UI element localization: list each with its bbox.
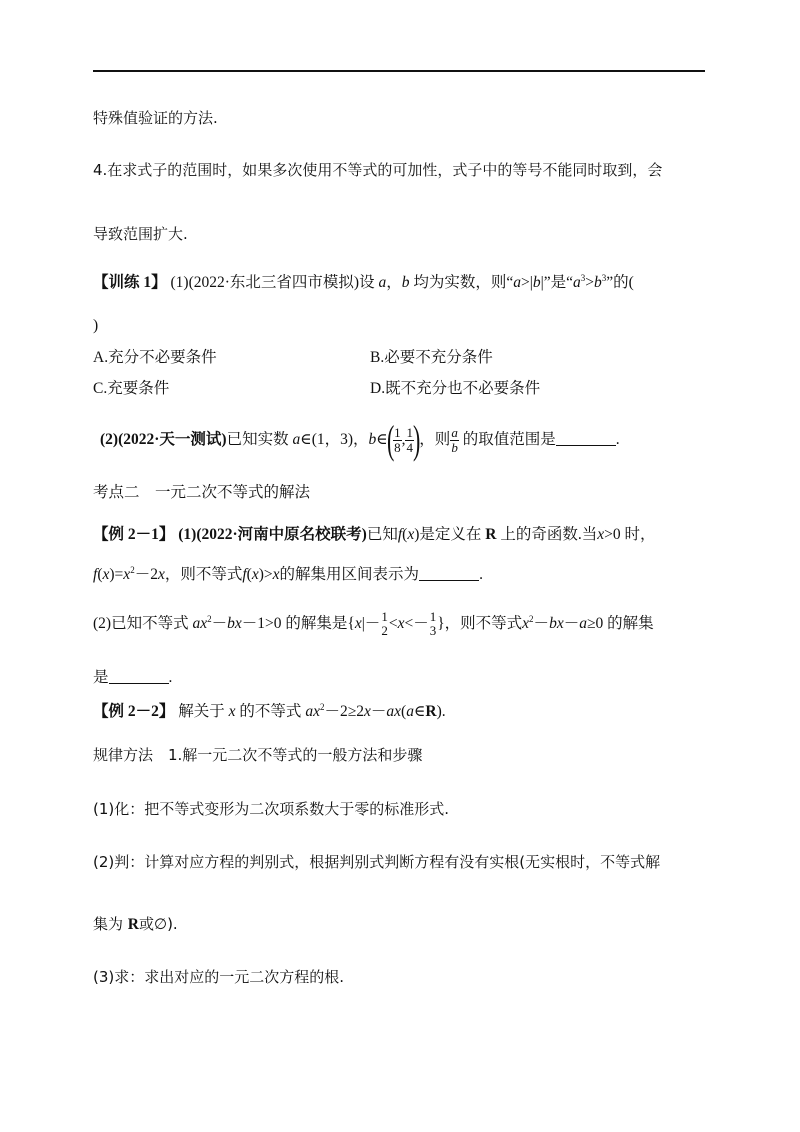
text: ，则不等式 bbox=[164, 566, 243, 583]
answer-blank bbox=[556, 431, 616, 446]
var-f: f bbox=[242, 566, 247, 583]
option-c: C.充要条件 bbox=[93, 380, 170, 397]
option-b: B.必要不充分条件 bbox=[370, 349, 493, 366]
var-a: a bbox=[579, 615, 587, 632]
var-x: x bbox=[522, 615, 530, 632]
var-x: x bbox=[272, 566, 280, 583]
source-label: (1)(2022·河南中原名校联考) bbox=[178, 526, 367, 543]
text: 上的奇函数.当 bbox=[500, 526, 598, 543]
text: － bbox=[211, 615, 228, 632]
training-1-question-1 bbox=[93, 273, 634, 293]
right-paren: ) bbox=[412, 417, 421, 463]
method-step-2-cont bbox=[93, 914, 178, 935]
text: 已知 bbox=[366, 526, 398, 543]
text: 的取值范围是 bbox=[462, 431, 556, 448]
option-a: A.充分不必要条件 bbox=[93, 349, 217, 366]
var-b: b bbox=[532, 274, 541, 291]
paragraph-line: 导致范围扩大. bbox=[93, 225, 188, 243]
term-ax: ax bbox=[192, 615, 208, 632]
var-b: b bbox=[593, 274, 602, 291]
answer-blank bbox=[109, 669, 169, 684]
var-a: a bbox=[572, 274, 581, 291]
text: <－ bbox=[404, 615, 429, 632]
var-a: a bbox=[513, 274, 521, 291]
exponent: 2 bbox=[207, 614, 212, 624]
text: = bbox=[114, 566, 124, 583]
fraction: $\frac{1}{8}$ bbox=[394, 424, 401, 455]
fraction-a-over-b: $\frac{a}{b}$ bbox=[451, 424, 458, 455]
training-tag: 【训练 1】 bbox=[93, 274, 167, 291]
var-x: x bbox=[157, 566, 165, 583]
text: }，则不等式 bbox=[437, 615, 523, 632]
text: 设 bbox=[359, 274, 375, 291]
term-bx: bx bbox=[549, 615, 564, 632]
exponent: 2 bbox=[319, 702, 325, 712]
example-2-1-line-1: 【例 2－1】 (1)(2022·河南中原名校联考)已知f(x)是定义在 R 上的奇函数.当x>0 时， bbox=[93, 526, 656, 543]
method-step-2: (2)判：计算对应方程的判别式，根据判别式判断方程有没有实根(无实根时，不等式解 bbox=[93, 853, 661, 871]
text: － bbox=[370, 703, 387, 720]
exponent: 3 bbox=[580, 273, 586, 283]
var-x: x bbox=[407, 526, 415, 543]
example-2-2 bbox=[93, 702, 446, 722]
text: 集为 bbox=[93, 915, 124, 933]
method-heading: 规律方法 1.解一元二次不等式的一般方法和步骤 bbox=[93, 746, 423, 764]
var-x: x bbox=[251, 566, 259, 583]
option-d: D.既不充分也不必要条件 bbox=[370, 380, 541, 397]
exponent: 2 bbox=[529, 614, 534, 624]
var-x: x bbox=[363, 703, 371, 720]
text: 是定义在 bbox=[419, 526, 482, 543]
text: ≥0 的解集 bbox=[586, 615, 654, 632]
example-2-1-line-4: 是 . bbox=[93, 669, 173, 686]
text: ( bbox=[401, 703, 407, 720]
text: ∈ bbox=[413, 703, 426, 720]
term-ax: ax bbox=[305, 703, 320, 720]
source-label: (1)(2022·东北三省四市模拟) bbox=[170, 274, 360, 291]
text: ∈(1，3)， bbox=[300, 431, 369, 448]
exponent: 2 bbox=[130, 565, 135, 575]
exponent: 3 bbox=[601, 273, 607, 283]
section-heading: 考点二 一元二次不等式的解法 bbox=[93, 484, 311, 501]
text: ”的( bbox=[606, 274, 634, 291]
var-x: x bbox=[123, 566, 131, 583]
text: － bbox=[563, 615, 580, 632]
text: 是 bbox=[93, 669, 109, 686]
text: － bbox=[533, 615, 550, 632]
var-f: f bbox=[397, 526, 403, 543]
top-rule bbox=[93, 70, 705, 72]
text: ). bbox=[436, 703, 446, 720]
text: |”是“ bbox=[540, 274, 573, 291]
real-set: R bbox=[127, 916, 139, 933]
example-tag: 【例 2－1】 bbox=[93, 526, 175, 543]
text: >| bbox=[521, 274, 533, 291]
paren-close: ) bbox=[93, 317, 99, 334]
text: ∈ bbox=[376, 431, 388, 448]
term-bx: bx bbox=[227, 615, 242, 632]
fraction: $\frac{1}{4}$ bbox=[406, 424, 413, 455]
training-1-question-2: (2)(2022·天一测试)已知实数 a∈(1，3)，b∈( $\frac{1}{8}$ , $\frac{1}{4}$ )，则 $\frac{a}{b}$ 的取值范围是 . bbox=[100, 417, 620, 463]
fraction-third: 1 3 bbox=[429, 609, 437, 639]
fraction-half: 1 2 bbox=[381, 609, 388, 639]
text: ， bbox=[386, 274, 402, 291]
var-x: x bbox=[228, 703, 236, 720]
text: 的不等式 bbox=[239, 703, 302, 720]
real-set: R bbox=[425, 703, 437, 720]
real-set: R bbox=[485, 526, 497, 543]
var-b: b bbox=[368, 431, 377, 448]
var-a: a bbox=[292, 431, 301, 448]
text: 的解集用区间表示为 bbox=[279, 566, 420, 583]
text: 或∅). bbox=[139, 915, 178, 933]
method-step-3: (3)求：求出对应的一元二次方程的根. bbox=[93, 968, 345, 986]
text: |－ bbox=[361, 615, 381, 632]
text: －2 bbox=[134, 566, 158, 583]
example-2-1-line-2: $f(x)=x^2-2x$，则不等式f(x)>x的解集用区间表示为 . bbox=[93, 565, 483, 583]
text: > bbox=[585, 274, 594, 291]
paragraph-line: 特殊值验证的方法. bbox=[93, 109, 218, 127]
left-paren: ( bbox=[386, 417, 395, 463]
var-a: a bbox=[406, 703, 414, 720]
var-x: x bbox=[597, 526, 605, 543]
text: 已知实数 bbox=[226, 431, 289, 448]
var-a: a bbox=[378, 274, 387, 291]
var-x: x bbox=[102, 566, 110, 583]
text: 解关于 bbox=[178, 703, 225, 720]
text: －2≥2 bbox=[324, 703, 364, 720]
text: (2)已知不等式 bbox=[93, 615, 189, 632]
method-step-1: (1)化：把不等式变形为二次项系数大于零的标准形式. bbox=[93, 800, 450, 818]
answer-blank bbox=[419, 566, 479, 581]
example-2-1-line-3 bbox=[93, 602, 654, 646]
text: < bbox=[388, 615, 398, 632]
text: >0 时， bbox=[604, 526, 656, 543]
example-tag: 【例 2－2】 bbox=[93, 703, 175, 720]
term-ax: ax bbox=[386, 703, 402, 720]
text: > bbox=[263, 566, 273, 583]
var-x: x bbox=[354, 615, 362, 632]
source-label: (2)(2022·天一测试) bbox=[100, 431, 227, 448]
var-x: x bbox=[397, 615, 405, 632]
text: －1>0 的解集是{ bbox=[241, 615, 355, 632]
paragraph-line: 4.在求式子的范围时，如果多次使用不等式的可加性，式子中的等号不能同时取到，会 bbox=[93, 161, 663, 179]
var-f: f bbox=[93, 566, 98, 583]
text: . bbox=[615, 431, 620, 448]
text: ，则 bbox=[419, 431, 451, 448]
text: 均为实数，则“ bbox=[413, 274, 514, 291]
var-b: b bbox=[401, 274, 410, 291]
